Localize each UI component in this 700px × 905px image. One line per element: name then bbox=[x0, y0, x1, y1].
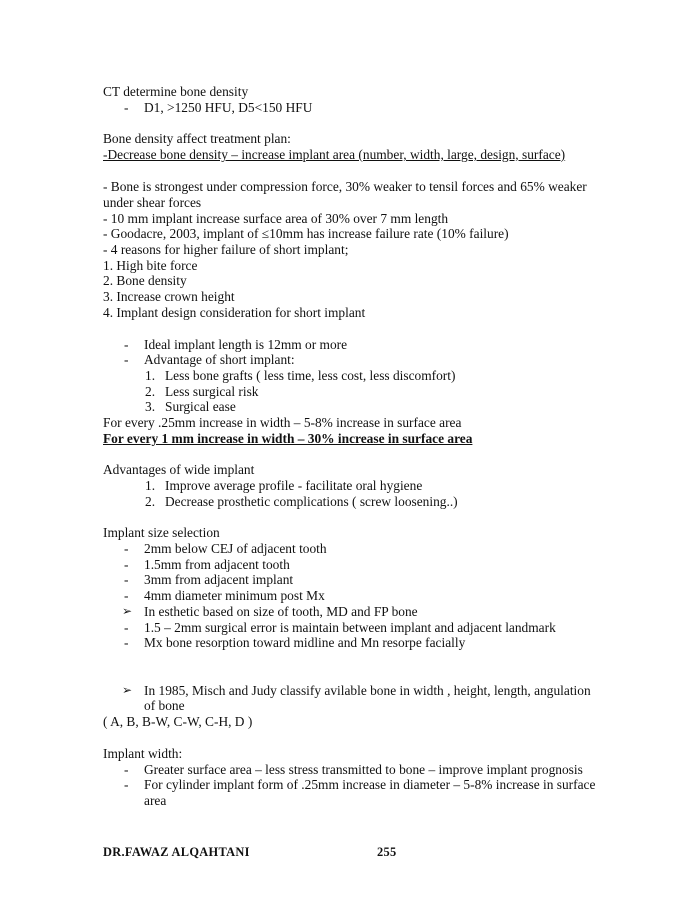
bullet-item: - Ideal implant length is 12mm or more bbox=[144, 337, 347, 353]
text-line: under shear forces bbox=[103, 195, 202, 210]
list-item: 1. Improve average profile - facilitate oral hygiene bbox=[145, 478, 423, 493]
bullet-item: - 4mm diameter minimum post Mx bbox=[144, 588, 325, 604]
list-item: 4. Implant design consideration for short implant bbox=[103, 305, 366, 320]
list-item: 2. Bone density bbox=[103, 273, 187, 288]
bullet-item: - 2mm below CEJ of adjacent tooth bbox=[144, 541, 327, 557]
bullet-item: - Mx bone resorption toward midline and Mn resorpe facially bbox=[144, 635, 465, 651]
text-line: - 10 mm implant increase surface area of 30% over 7 mm length bbox=[103, 211, 449, 226]
footer-author: DR.FAWAZ ALQAHTANI bbox=[103, 845, 250, 859]
section-heading: Advantages of wide implant bbox=[103, 462, 255, 477]
text-line: - 4 reasons for higher failure of short implant; bbox=[103, 242, 349, 257]
list-item: 1. High bite force bbox=[103, 258, 198, 273]
arrow-bullet-item: ➢ In esthetic based on size of tooth, MD and FP bone bbox=[144, 604, 418, 620]
bullet-item: - 3mm from adjacent implant bbox=[144, 572, 293, 588]
text-line: ( A, B, B-W, C-W, C-H, D ) bbox=[103, 714, 253, 729]
text-line: -Decrease bone density – increase implant area (number, width, large, design, surface) bbox=[103, 147, 566, 162]
text-line: area bbox=[144, 793, 167, 808]
section-heading: Implant size selection bbox=[103, 525, 220, 540]
arrow-bullet-item: ➢ In 1985, Misch and Judy classify avilable bone in width , height, length, angulation bbox=[144, 683, 591, 699]
bullet-item: - 1.5 – 2mm surgical error is maintain between implant and adjacent landmark bbox=[144, 620, 556, 636]
bullet-item: - D1, >1250 HFU, D5<150 HFU bbox=[144, 100, 312, 116]
section-heading: Implant width: bbox=[103, 746, 183, 761]
list-item: 2. Less surgical risk bbox=[145, 384, 259, 399]
bullet-item: - For cylinder implant form of .25mm increase in diameter – 5-8% increase in surface bbox=[144, 777, 595, 793]
list-item: 1. Less bone grafts ( less time, less cost, less discomfort) bbox=[145, 368, 456, 383]
emphasis-line: For every 1 mm increase in width – 30% increase in surface area bbox=[103, 431, 473, 446]
list-item: 3. Surgical ease bbox=[145, 399, 236, 414]
text-line: CT determine bone density bbox=[103, 84, 249, 99]
list-item: 2. Decrease prosthetic complications ( screw loosening..) bbox=[145, 494, 458, 509]
bullet-item: - Advantage of short implant: bbox=[144, 352, 295, 368]
list-item: 3. Increase crown height bbox=[103, 289, 235, 304]
page-number: 255 bbox=[377, 845, 397, 859]
text-line: For every .25mm increase in width – 5-8% increase in surface area bbox=[103, 415, 462, 430]
bullet-item: - 1.5mm from adjacent tooth bbox=[144, 557, 290, 573]
text-line: - Goodacre, 2003, implant of ≤10mm has increase failure rate (10% failure) bbox=[103, 226, 509, 241]
text-line: of bone bbox=[144, 698, 185, 713]
bullet-item: - Greater surface area – less stress transmitted to bone – improve implant prognosis bbox=[144, 762, 583, 778]
section-heading: Bone density affect treatment plan: bbox=[103, 131, 291, 146]
text-line: - Bone is strongest under compression force, 30% weaker to tensil forces and 65% weaker bbox=[103, 179, 587, 194]
